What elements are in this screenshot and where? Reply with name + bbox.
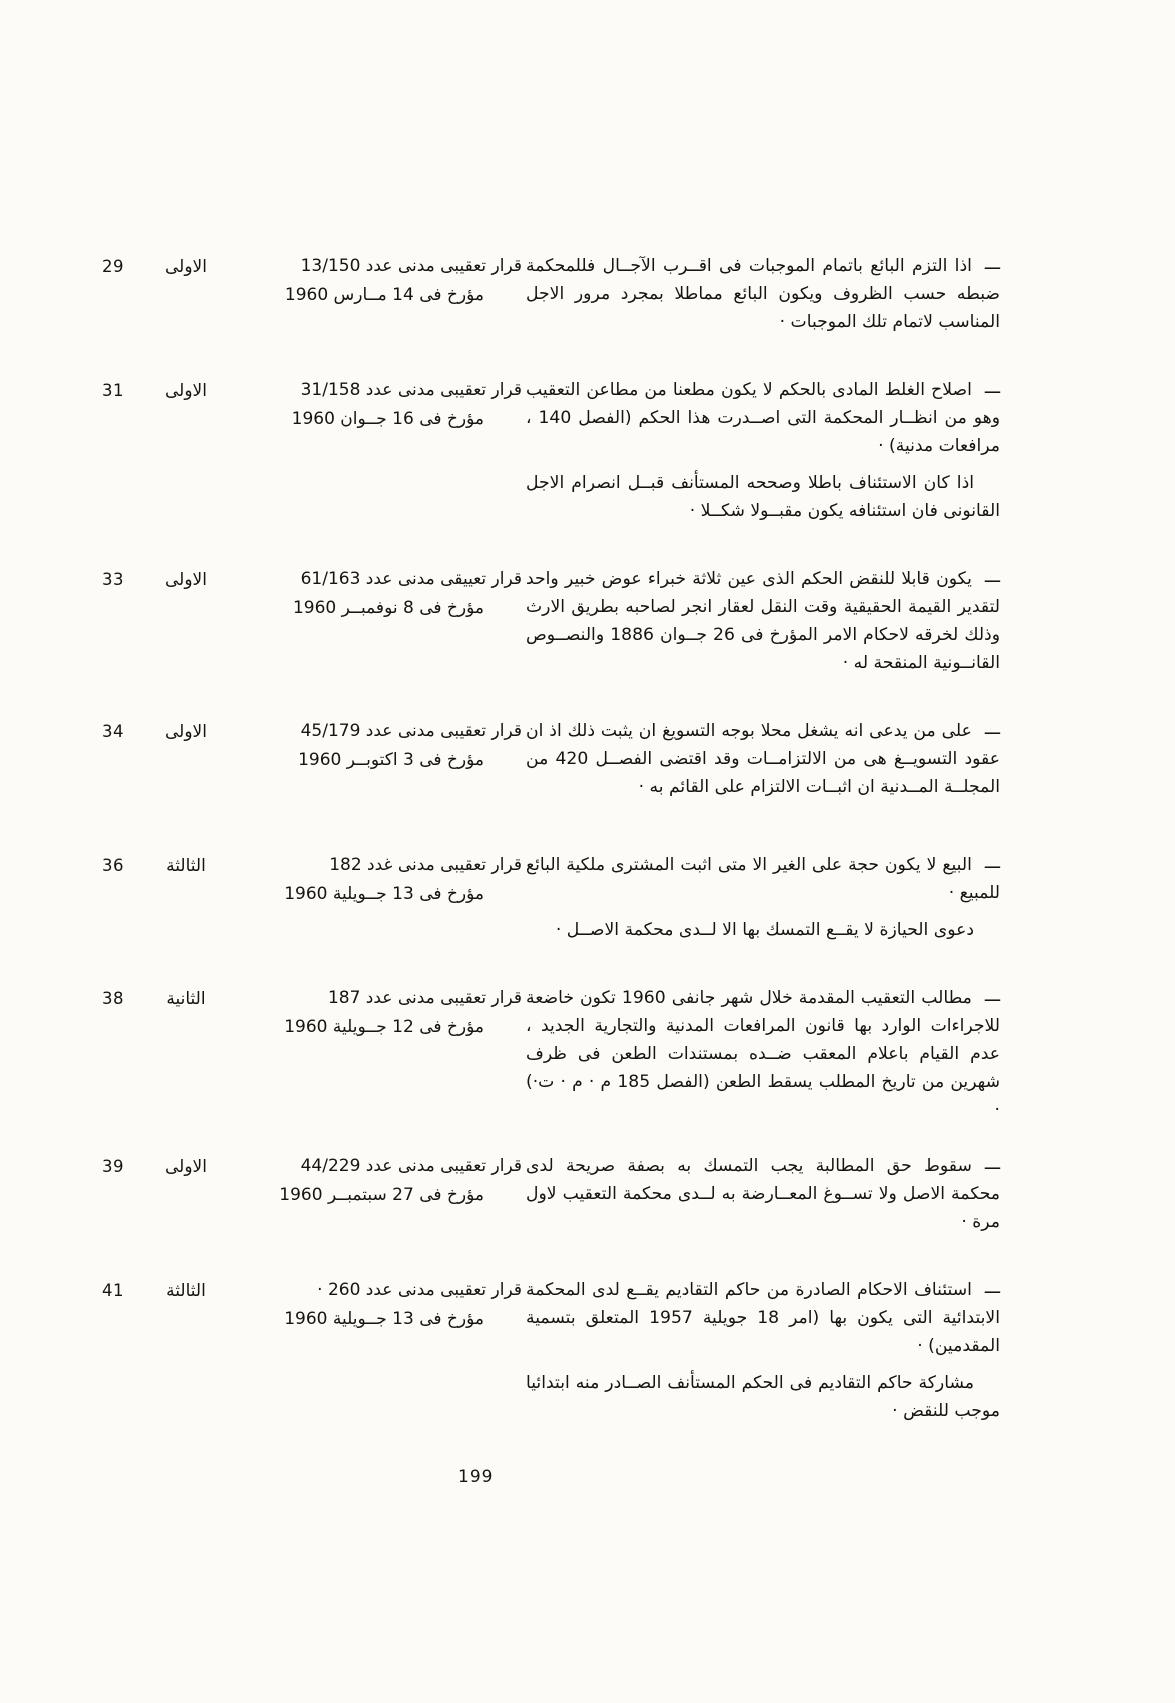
table-row [102,1152,1175,1236]
decision-reference [234,1276,522,1334]
table-row [102,252,1175,336]
decision-summary [522,851,1000,944]
decision-reference-line1: قرار تعقيبى مدنى عدد 31/158 [300,380,522,400]
paragraph-dash: ـــ [984,567,1000,587]
paragraph-text: مشاركة حاكم التقاديم فى الحكم المستأنف الصــادر منه ابتدائيا موجب للنقض · [526,1373,1000,1421]
table-row [102,851,1175,944]
summary-paragraph [526,984,1000,1124]
chamber-label: الثالثة [166,1281,206,1301]
decision-summary [522,376,1000,525]
decision-reference-line1: قرار تعقيبى مدنى عدد 187 [327,988,522,1008]
table-row [102,376,1175,525]
decision-reference [234,851,522,909]
decision-reference-line2: مؤرخ فى 27 سبتمبــر 1960 [279,1185,484,1205]
decision-summary [522,565,1000,677]
decision-reference [234,1152,522,1210]
decision-reference-line1: قرار تعييقى مدنى عدد 61/163 [300,569,522,589]
paragraph-text: يكون قابلا للنقض الحكم الذى عين ثلاثة خبراء عوض خبير واحد لتقدير القيمة الحقيقية وقت النقل لعقار انجر لصاحبه بطريق الارث وذلك لخرقه لاحكام الامر المؤرخ فى 26 جــوان 1886 والنصــوص القانــونية المنقحة له · [526,569,1001,673]
decision-reference [234,565,522,623]
page-number: 199 [458,1467,494,1487]
paragraph-dash: ـــ [984,719,1000,739]
decision-reference-line1: قرار تعقيبى مدنى غدد 182 [329,855,522,875]
table-row [102,565,1175,677]
summary-paragraph [526,916,1000,944]
chamber-label: الاولى [165,722,207,742]
entry-number: 34 [102,722,124,741]
chamber-label: الثانية [166,989,206,1009]
decision-reference-line2: مؤرخ فى 13 جــويلية 1960 [284,1309,484,1329]
entry-number: 36 [102,856,124,875]
decision-reference-line1: قرار تعقيبى مدنى عدد 45/179 [300,721,522,741]
summary-paragraph [526,1152,1000,1236]
decision-reference-line1: قرار تعقيبى مدنى عدد 260 · [317,1280,522,1300]
decision-reference-line1: قرار تعقيبى مدنى عدد 13/150 [300,256,522,276]
decision-reference [234,717,522,775]
decision-reference-line2: مؤرخ فى 14 مــارس 1960 [284,285,484,305]
summary-paragraph [526,565,1000,677]
paragraph-dash: ـــ [984,1278,1000,1298]
paragraph-text: اذا كان الاستئناف باطلا وصححه المستأنف قبــل انصرام الاجل القانونى فان استئنافه يكون مقبــولا شكــلا · [526,473,1000,521]
decision-summary [522,717,1000,801]
chamber-label: الاولى [165,381,207,401]
decision-summary [522,252,1000,336]
chamber-label: الاولى [165,257,207,277]
entry-number: 29 [102,257,124,276]
paragraph-dash: ـــ [984,986,1000,1006]
paragraph-text: اصلاح الغلط المادى بالحكم لا يكون مطعنا من مطاعن التعقيب وهو من انظــار المحكمة التى اصــدرت هذا الحكم (الفصل 140 ، مرافعات مدنية) · [526,380,1000,456]
chamber-label: الاولى [165,570,207,590]
paragraph-text: دعوى الحيازة لا يقــع التمسك بها الا لــدى محكمة الاصــل · [555,920,974,940]
paragraph-dash: ـــ [984,378,1000,398]
decision-reference-line2: مؤرخ فى 8 نوفمبــر 1960 [292,598,484,618]
decision-reference-line2: مؤرخ فى 13 جــويلية 1960 [284,884,484,904]
entry-number: 38 [102,989,124,1008]
paragraph-dash: ـــ [984,853,1000,873]
summary-paragraph [526,469,1000,525]
decision-reference [234,984,522,1042]
decision-reference [234,252,522,310]
entry-number: 33 [102,570,124,589]
decision-reference-line2: مؤرخ فى 16 جــوان 1960 [291,409,484,429]
decision-summary [522,1276,1000,1425]
summary-paragraph [526,717,1000,801]
paragraph-dash: ـــ [984,1154,1000,1174]
paragraph-text: استئناف الاحكام الصادرة من حاكم التقاديم يقــع لدى المحكمة الابتدائية التى يكون بها (امر 18 جويلية 1957 المتعلق بتسمية المقدمين) · [526,1280,1000,1356]
summary-paragraph [526,1369,1000,1425]
decision-reference-line2: مؤرخ فى 3 اكتوبــر 1960 [298,750,484,770]
entry-number: 41 [102,1281,124,1300]
table-row [102,1276,1175,1425]
paragraph-text: على من يدعى انه يشغل محلا بوجه التسويغ ان يثبت ذلك اذ ان عقود التسويــغ هى من الالتزامــات وقد اقتضى الفصــل 420 من المجلــة المــدنية ان اثبــات الالتزام على القائم به · [526,721,1000,797]
summary-paragraph [526,252,1000,336]
table-row [102,717,1175,801]
summary-paragraph [526,851,1000,907]
paragraph-dash: ـــ [984,254,1000,274]
paragraph-text: مطالب التعقيب المقدمة خلال شهر جانفى 1960 تكون خاضعة للاجراءات الوارد بها قانون المرافعات المدنية والتجارية الجديد ، عدم القيام باعلام المعقب ضــده بمستندات الطعن فى ظرف شهرين من تاريخ المطلب يسقط الطعن (الفصل 185 م · م · ت·) · [526,988,1000,1120]
decision-reference-line1: قرار تعقيبى مدنى عدد 44/229 [300,1156,522,1176]
paragraph-text: البيع لا يكون حجة على الغير الا متى اثبت المشترى ملكية البائع للمبيع · [526,855,1000,903]
chamber-label: الاولى [165,1157,207,1177]
summary-paragraph [526,376,1000,460]
entry-number: 39 [102,1157,124,1176]
paragraph-text: اذا التزم البائع باتمام الموجبات فى اقــرب الآجــال فللمحكمة ضبطه حسب الظروف ويكون البائع مماطلا بمجرد مرور الاجل المناسب لاتمام تلك الموجبات · [526,256,1000,332]
decision-summary [522,984,1000,1124]
decision-reference [234,376,522,434]
entry-number: 31 [102,381,124,400]
decision-reference-line2: مؤرخ فى 12 جــويلية 1960 [284,1017,484,1037]
summary-paragraph [526,1276,1000,1360]
decision-summary [522,1152,1000,1236]
paragraph-text: سقوط حق المطالبة يجب التمسك به بصفة صريحة لدى محكمة الاصل ولا تســوغ المعــارضة به لــدى محكمة التعقيب لاول مرة · [526,1156,1000,1232]
table-row [102,984,1175,1124]
chamber-label: الثالثة [166,856,206,876]
